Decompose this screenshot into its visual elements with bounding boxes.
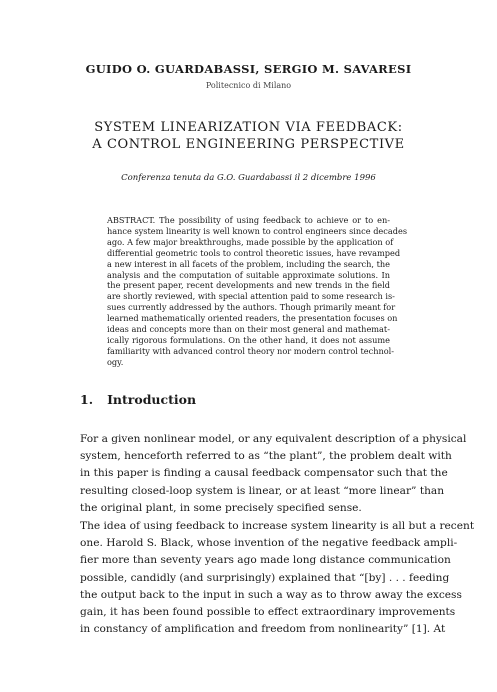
conference-note: Conferenza tenuta da G.O. Guardabassi il 2 dicembre 1996 xyxy=(121,173,376,183)
authors: GUIDO O. GUARDABASSI, SERGIO M. SAVARESI xyxy=(85,62,412,76)
abstract-line: sues currently addressed by the authors. Though primarily meant for xyxy=(107,302,396,313)
abstract-line: differential geometric tools to control theoretic issues, have revamped xyxy=(107,247,401,258)
abstract-line: ically rigorous formulations. On the other hand, it does not assume xyxy=(107,334,390,345)
abstract-line: learned mathematically oriented readers, the presentation focuses on xyxy=(107,313,398,324)
section-number: 1. xyxy=(80,392,94,407)
abstract-line: the present paper, recent developments and new trends in the field xyxy=(107,280,390,291)
paper-title-line-2: A CONTROL ENGINEERING PERSPECTIVE xyxy=(92,137,405,152)
affiliation: Politecnico di Milano xyxy=(205,81,292,90)
abstract-line: a new interest in all facets of the problem, including the search, the xyxy=(107,258,390,269)
paragraph-2 xyxy=(80,518,475,638)
abstract-line: ideas and concepts more than on their most general and mathemat- xyxy=(107,324,390,335)
paper-title-line-1: SYSTEM LINEARIZATION VIA FEEDBACK: xyxy=(94,120,403,135)
paragraph-line: in this paper is finding a causal feedback compensator such that the xyxy=(80,467,448,480)
abstract-line: are shortly reviewed, with special attention paid to some research is- xyxy=(107,291,395,302)
paragraph-line: the output back to the input in such a way as to throw away the excess xyxy=(80,588,462,601)
paragraph-line: The idea of using feedback to increase system linearity is all but a recent xyxy=(80,520,475,532)
paragraph-line: possible, candidly (and surprisingly) explained that “[by] . . . feeding xyxy=(80,571,450,584)
paragraph-line: gain, it has been found possible to effect extraordinary improvements xyxy=(80,606,456,619)
abstract xyxy=(107,215,408,368)
paragraph-1 xyxy=(80,431,467,517)
abstract-line: hance system linearity is well known to control engineers since decades xyxy=(107,225,408,236)
abstract-line: ABSTRACT. The possibility of using feedback to achieve or to en- xyxy=(107,215,390,225)
paragraph-line: system, henceforth referred to as “the plant”, the problem dealt with xyxy=(80,450,452,463)
abstract-line: ago. A few major breakthroughs, made possible by the application of xyxy=(107,236,394,247)
abstract-line: familiarity with advanced control theory nor modern control technol- xyxy=(107,345,395,356)
paragraph-line: one. Harold S. Black, whose invention of the negative feedback ampli- xyxy=(80,537,458,550)
paragraph-line: For a given nonlinear model, or any equivalent description of a physical xyxy=(80,433,467,445)
abstract-line: analysis and the computation of suitable approximate solutions. In xyxy=(107,269,390,280)
abstract-line: ogy. xyxy=(107,356,124,367)
paragraph-line: the original plant, in some precisely specified sense. xyxy=(80,501,362,514)
paragraph-line: fier more than seventy years ago made long distance communication xyxy=(80,554,451,567)
section-title: Introduction xyxy=(107,392,197,407)
paper-title xyxy=(0,119,497,153)
paragraph-line: resulting closed-loop system is linear, or at least “more linear” than xyxy=(80,484,445,497)
paragraph-line: in constancy of amplification and freedom from nonlinearity” [1]. At xyxy=(80,623,446,636)
section-heading xyxy=(80,392,196,407)
